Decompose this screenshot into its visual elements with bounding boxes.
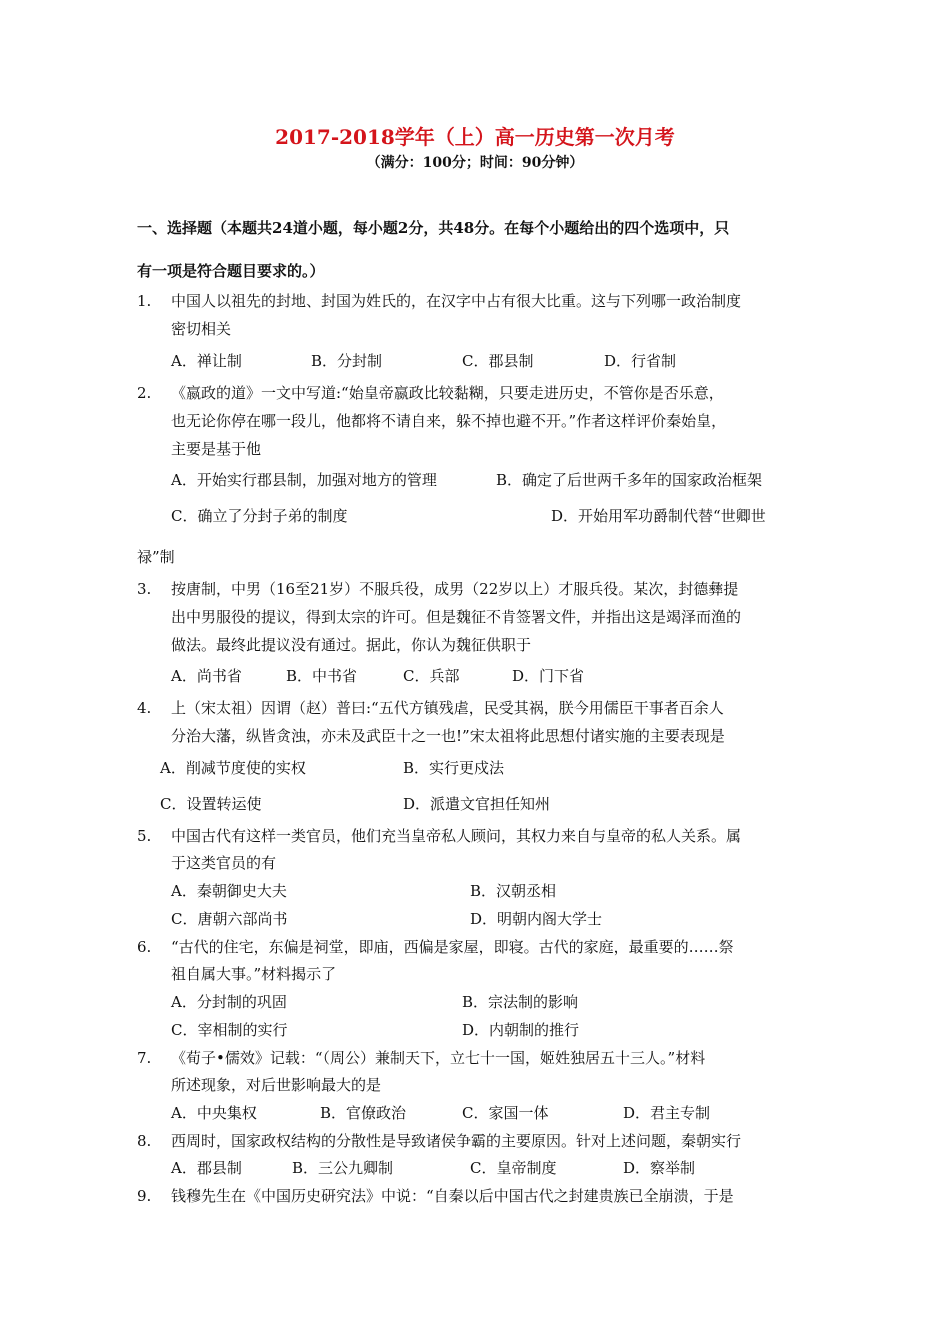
exam-subtitle: （满分：100分；时间：90分钟） [366, 155, 584, 171]
option-b: B．官僚政治 [320, 1104, 407, 1122]
option-d: D．内朝制的推行 [462, 1021, 580, 1039]
option-c: C．确立了分封子弟的制度 [171, 507, 348, 525]
question-text: 中国人以祖先的封地、封国为姓氏的，在汉字中占有很大比重。这与下列哪一政治制度 [171, 292, 742, 310]
question-text: 出中男服役的提议，得到太宗的许可。但是魏征不肯签署文件，并指出这是竭泽而渔的 [171, 608, 742, 626]
question-text: 中国古代有这样一类官员，他们充当皇帝私人顾问，其权力来自与皇帝的私人关系。属 [171, 827, 742, 845]
section-heading-line1: 一、选择题（本题共24道小题，每小题2分，共48分。在每个小题给出的四个选项中，只 [137, 219, 730, 237]
question-number: 4. [137, 699, 152, 717]
option-c: C．皇帝制度 [470, 1159, 557, 1177]
option-a: A．郡县制 [171, 1159, 242, 1177]
option-b: B．分封制 [311, 352, 383, 370]
question-number: 9. [137, 1187, 152, 1205]
question-text: 主要是基于他 [171, 440, 262, 458]
option-a: A．削减节度使的实权 [160, 759, 306, 777]
question-text: 也无论你停在哪一段儿，他都将不请自来，躲不掉也避不开。”作者这样评价秦始皇， [171, 412, 727, 430]
question-text: 上（宋太祖）因谓（赵）普曰:“五代方镇残虐，民受其祸，朕今用儒臣干事者百余人 [171, 699, 724, 717]
option-b: B．汉朝丞相 [470, 882, 557, 900]
question-text: 密切相关 [171, 320, 232, 338]
question-number: 6. [137, 938, 152, 956]
question-text: 做法。最终此提议没有通过。据此，你认为魏征供职于 [171, 636, 532, 654]
option-c: C．设置转运使 [160, 795, 262, 813]
option-a: A．分封制的巩固 [171, 993, 287, 1011]
option-a: A．开始实行郡县制，加强对地方的管理 [171, 471, 437, 489]
question-number: 7. [137, 1049, 152, 1067]
question-text: 祖自属大事。”材料揭示了 [171, 965, 337, 983]
question-number: 1. [137, 292, 152, 310]
option-d: D．明朝内阁大学士 [470, 910, 603, 928]
option-c: C．郡县制 [462, 352, 534, 370]
question-number: 5. [137, 827, 152, 845]
option-a: A．尚书省 [171, 667, 242, 685]
question-text: 所述现象，对后世影响最大的是 [171, 1076, 382, 1094]
option-b: B．宗法制的影响 [462, 993, 579, 1011]
option-d: D．君主专制 [623, 1104, 711, 1122]
option-c: C．兵部 [403, 667, 460, 685]
option-b: B．实行更戍法 [403, 759, 505, 777]
option-d: D．察举制 [623, 1159, 696, 1177]
question-text: 《嬴政的道》一文中写道:“始皇帝嬴政比较黏糊，只要走进历史，不管你是否乐意， [171, 384, 724, 402]
question-text: 西周时，国家政权结构的分散性是导致诸侯争霸的主要原因。针对上述问题，秦朝实行 [171, 1132, 742, 1150]
option-d: D．门下省 [512, 667, 585, 685]
option-d: D．开始用军功爵制代替“世卿世 [551, 507, 766, 525]
option-c: C．唐朝六部尚书 [171, 910, 288, 928]
option-b: B．三公九卿制 [292, 1159, 394, 1177]
option-a: A．禅让制 [171, 352, 242, 370]
option-a: A．秦朝御史大夫 [171, 882, 287, 900]
question-text: 钱穆先生在《中国历史研究法》中说：“自秦以后中国古代之封建贵族已全崩溃，于是 [171, 1187, 734, 1205]
option-c: C．宰相制的实行 [171, 1021, 288, 1039]
option-a: A．中央集权 [171, 1104, 257, 1122]
question-text: 于这类官员的有 [171, 854, 277, 872]
option-b: B．中书省 [286, 667, 358, 685]
question-text: 《荀子•儒效》记载：“（周公）兼制天下，立七十一国，姬姓独居五十三人。”材料 [171, 1049, 706, 1067]
option-d: D．派遣文官担任知州 [403, 795, 551, 813]
question-number: 3. [137, 580, 152, 598]
question-number: 8. [137, 1132, 152, 1150]
exam-title: 2017-2018学年（上）高一历史第一次月考 [275, 125, 675, 149]
option-c: C．家国一体 [462, 1104, 549, 1122]
question-text: 分治大藩，纵皆贪浊，亦未及武臣十之一也!”宋太祖将此思想付诸实施的主要表现是 [171, 727, 725, 745]
section-heading-line2: 有一项是符合题目要求的。） [137, 262, 325, 280]
question-text: “古代的住宅，东偏是祠堂，即庙，西偏是家屋，即寝。古代的家庭，最重要的……祭 [171, 938, 734, 956]
question-number: 2. [137, 384, 152, 402]
option-b: B．确定了后世两千多年的国家政治框架 [496, 471, 763, 489]
option-d: D．行省制 [604, 352, 677, 370]
question-text: 按唐制，中男（16至21岁）不服兵役，成男（22岁以上）才服兵役。某次，封德彝提 [171, 580, 739, 598]
option-d-wrap: 禄”制 [137, 548, 175, 566]
